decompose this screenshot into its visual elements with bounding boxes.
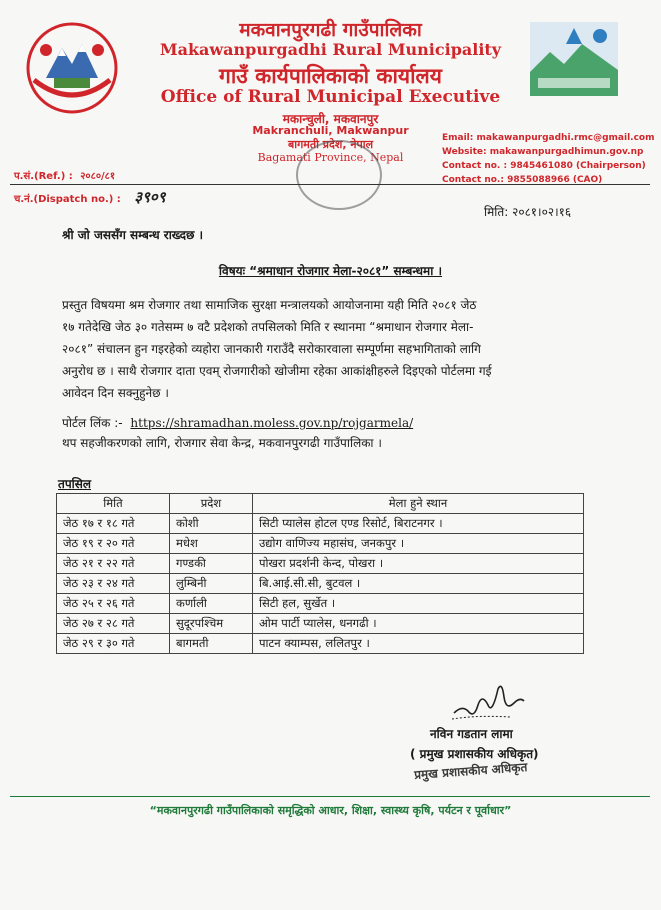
table-row	[57, 554, 584, 574]
schedule-table	[56, 493, 584, 654]
body-paragraph	[62, 294, 622, 404]
cell-date: जेठ २९ र ३० गते	[57, 634, 170, 654]
header-divider	[10, 184, 650, 185]
cell-date: जेठ २३ र २४ गते	[57, 574, 170, 594]
signature	[448, 675, 528, 725]
body-line: १७ गतेदेखि जेठ ३० गतेसम्म ७ वटै प्रदेशको तपसिलको मिति र स्थानमा “श्रमाधान रोजगार मेला-	[62, 320, 474, 334]
office-stamp	[296, 140, 382, 210]
cell-date: जेठ २१ र २२ गते	[57, 554, 170, 574]
body-line: आवेदन दिन सक्नुहुनेछ ।	[62, 386, 169, 400]
ref-label: प.सं.(Ref.) :	[14, 171, 73, 182]
ref-value: २०८०/८१	[80, 171, 116, 182]
designation-stamp: प्रमुख प्रशासकीय अधिकृत	[413, 760, 528, 782]
facilitation-note: थप सहजीकरणको लागि, रोजगार सेवा केन्द्र, मकवानपुरगढी गाउँपालिका ।	[62, 436, 382, 450]
municipality-name-np: मकवानपुरगढी गाउँपालिका	[239, 19, 422, 41]
column-header: मिति	[57, 494, 170, 514]
cell-province: गण्डकी	[170, 554, 253, 574]
cell-date: जेठ १७ र १८ गते	[57, 514, 170, 534]
ref-number	[14, 168, 115, 182]
body-line: प्रस्तुत विषयमा श्रम रोजगार तथा सामाजिक सुरक्षा मन्त्रालयको आयोजनामा यही मिति २०८१ जेठ	[62, 298, 477, 312]
cell-province: कोशी	[170, 514, 253, 534]
signatory-name: नविन गडतान लामा	[430, 727, 513, 741]
letter-date: मिति: २०८१।०२।१६	[484, 205, 572, 219]
contact-cao: Contact no.: 9855088966 (CAO)	[442, 175, 603, 185]
table-row	[57, 614, 584, 634]
cell-venue: उद्योग वाणिज्य महासंघ, जनकपुर ।	[253, 534, 584, 554]
subject: विषयः “श्रमाधान रोजगार मेला-२०८१” सम्बन्धमा ।	[218, 264, 443, 278]
cell-province: सुदूरपश्चिम	[170, 614, 253, 634]
table-row	[57, 634, 584, 654]
address-np: मकान्चुली, मकवानपुर	[282, 112, 379, 126]
cell-province: मधेश	[170, 534, 253, 554]
portal-link[interactable]: https://shramadhan.moless.gov.np/rojgarmela/	[130, 416, 414, 430]
contact-email: Email: makawanpurgadhi.rmc@gmail.com	[442, 133, 655, 143]
table-header-row	[57, 494, 584, 514]
column-header: मेला हुने स्थान	[253, 494, 584, 514]
cell-venue: पाटन क्याम्पस, ललितपुर ।	[253, 634, 584, 654]
table-row	[57, 534, 584, 554]
office-name-en: Office of Rural Municipal Executive	[160, 87, 501, 107]
address-en: Makranchuli, Makwanpur	[252, 124, 409, 137]
table-row	[57, 514, 584, 534]
cell-province: कर्णाली	[170, 594, 253, 614]
dispatch-label: च.नं.(Dispatch no.) :	[14, 194, 121, 205]
footer-divider	[10, 796, 650, 797]
column-header: प्रदेश	[170, 494, 253, 514]
cell-date: जेठ २७ र २८ गते	[57, 614, 170, 634]
table-row	[57, 594, 584, 614]
body-line: २०८१” संचालन हुन गइरहेको व्यहोरा जानकारी गराउँदै सरोकारवाला सम्पूर्णमा सहभागिताको लागि	[62, 342, 481, 356]
cell-province: बागमती	[170, 634, 253, 654]
cell-venue: पोखरा प्रदर्शनी केन्द, पोखरा ।	[253, 554, 584, 574]
footer-slogan: “मकवानपुरगढी गाउँपालिकाको समृद्धिको आधार, शिक्षा, स्वास्थ्य कृषि, पर्यटन र पूर्वाधार”	[149, 804, 512, 817]
portal-label: पोर्टल लिंक :-	[62, 416, 123, 430]
schedule-title: तपसिल	[58, 477, 92, 491]
cell-date: जेठ २५ र २६ गते	[57, 594, 170, 614]
recipient: श्री जो जससँग सम्बन्ध राख्दछ ।	[62, 228, 204, 242]
cell-venue: सिटी प्यालेस होटल एण्ड रिसोर्ट, बिराटनगर ।	[253, 514, 584, 534]
office-name-np: गाउँ कार्यपालिकाको कार्यालय	[219, 64, 442, 88]
cell-province: लुम्बिनी	[170, 574, 253, 594]
table-row	[57, 574, 584, 594]
province-en: Bagamati Province, Nepal	[257, 151, 404, 164]
contact-chairperson: Contact no. : 9845461080 (Chairperson)	[442, 161, 646, 171]
municipality-name-en: Makawanpurgadhi Rural Municipality	[159, 40, 502, 59]
dispatch-number	[14, 187, 166, 207]
portal-line	[62, 414, 413, 431]
body-line: अनुरोध छ । साथै रोजगार दाता एवम् रोजगारीको खोजीमा रहेका आकांक्षीहरुले दिइएको पोर्टलमा गई	[62, 364, 492, 378]
cell-date: जेठ १९ र २० गते	[57, 534, 170, 554]
signatory-title: ( प्रमुख प्रशासकीय अधिकृत)	[410, 747, 539, 761]
contact-website: Website: makawanpurgadhimun.gov.np	[442, 147, 644, 157]
dispatch-value: ३९०९	[134, 188, 166, 206]
province-np: बागमती प्रदेश, नेपाल	[287, 138, 374, 151]
cell-venue: ओम पार्टी प्यालेस, धनगढी ।	[253, 614, 584, 634]
cell-venue: बि.आई.सी.सी, बुटवल ।	[253, 574, 584, 594]
cell-venue: सिटी हल, सुर्खेत ।	[253, 594, 584, 614]
